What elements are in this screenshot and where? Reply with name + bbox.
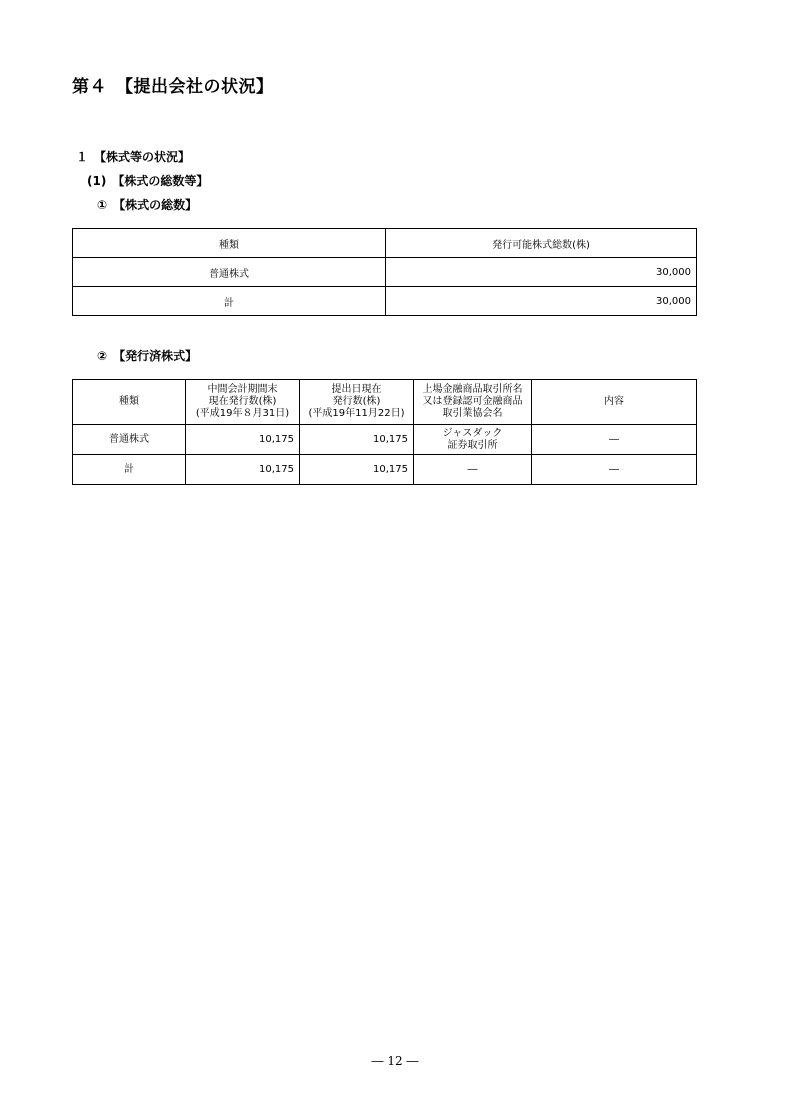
header-line: 取引業協会名 — [442, 408, 503, 419]
table-cell: 30,000 — [386, 258, 697, 287]
header-line: 又は登録認可金融商品 — [422, 396, 523, 407]
table-header-row — [73, 229, 697, 258]
section-title: 第４ 【提出会社の状況】 — [72, 77, 274, 97]
table-cell: 普通株式 — [73, 258, 386, 287]
header-line: (平成19年８月31日) — [195, 408, 290, 419]
table-cell: 10,175 — [186, 425, 300, 455]
header-line: 発行数(株) — [332, 396, 381, 407]
heading-authorized-shares: ① 【株式の総数】 — [97, 198, 198, 212]
header-cell — [186, 380, 300, 425]
heading-issued-shares: ② 【発行済株式】 — [97, 349, 198, 363]
table-cell: 計 — [73, 287, 386, 316]
table-cell — [414, 425, 532, 455]
table-cell: ― — [532, 455, 697, 485]
table-cell: 30,000 — [386, 287, 697, 316]
authorized-shares-table — [72, 228, 697, 316]
heading-total-shares: (1) 【株式の総数等】 — [87, 174, 209, 188]
header-cell — [300, 380, 414, 425]
table-header-row — [73, 380, 697, 425]
table-cell: 10,175 — [186, 455, 300, 485]
header-line: (平成19年11月22日) — [308, 408, 405, 419]
table-row — [73, 425, 697, 455]
table-row — [73, 258, 697, 287]
cell-line: 証券取引所 — [447, 439, 498, 451]
page-number: ― 12 ― — [371, 1054, 419, 1068]
table-row — [73, 287, 697, 316]
table-cell: 10,175 — [300, 455, 414, 485]
header-line: 上場金融商品取引所名 — [422, 384, 523, 395]
table-cell: 計 — [73, 455, 186, 485]
table-cell: 10,175 — [300, 425, 414, 455]
cell-line: ジャスダック — [442, 427, 503, 439]
table-cell: 普通株式 — [73, 425, 186, 455]
header-cell: 発行可能株式総数(株) — [386, 229, 697, 258]
header-line: 中間会計期間末 — [207, 384, 278, 395]
header-cell: 種類 — [73, 380, 186, 425]
table-row — [73, 455, 697, 485]
header-line: 現在発行数(株) — [208, 396, 277, 407]
table-cell: ― — [532, 425, 697, 455]
header-cell — [414, 380, 532, 425]
header-cell: 種類 — [73, 229, 386, 258]
header-cell: 内容 — [532, 380, 697, 425]
table-cell: ― — [414, 455, 532, 485]
issued-shares-table — [72, 379, 697, 485]
header-line: 提出日現在 — [331, 384, 382, 395]
heading-stock-status: １ 【株式等の状況】 — [76, 150, 191, 164]
